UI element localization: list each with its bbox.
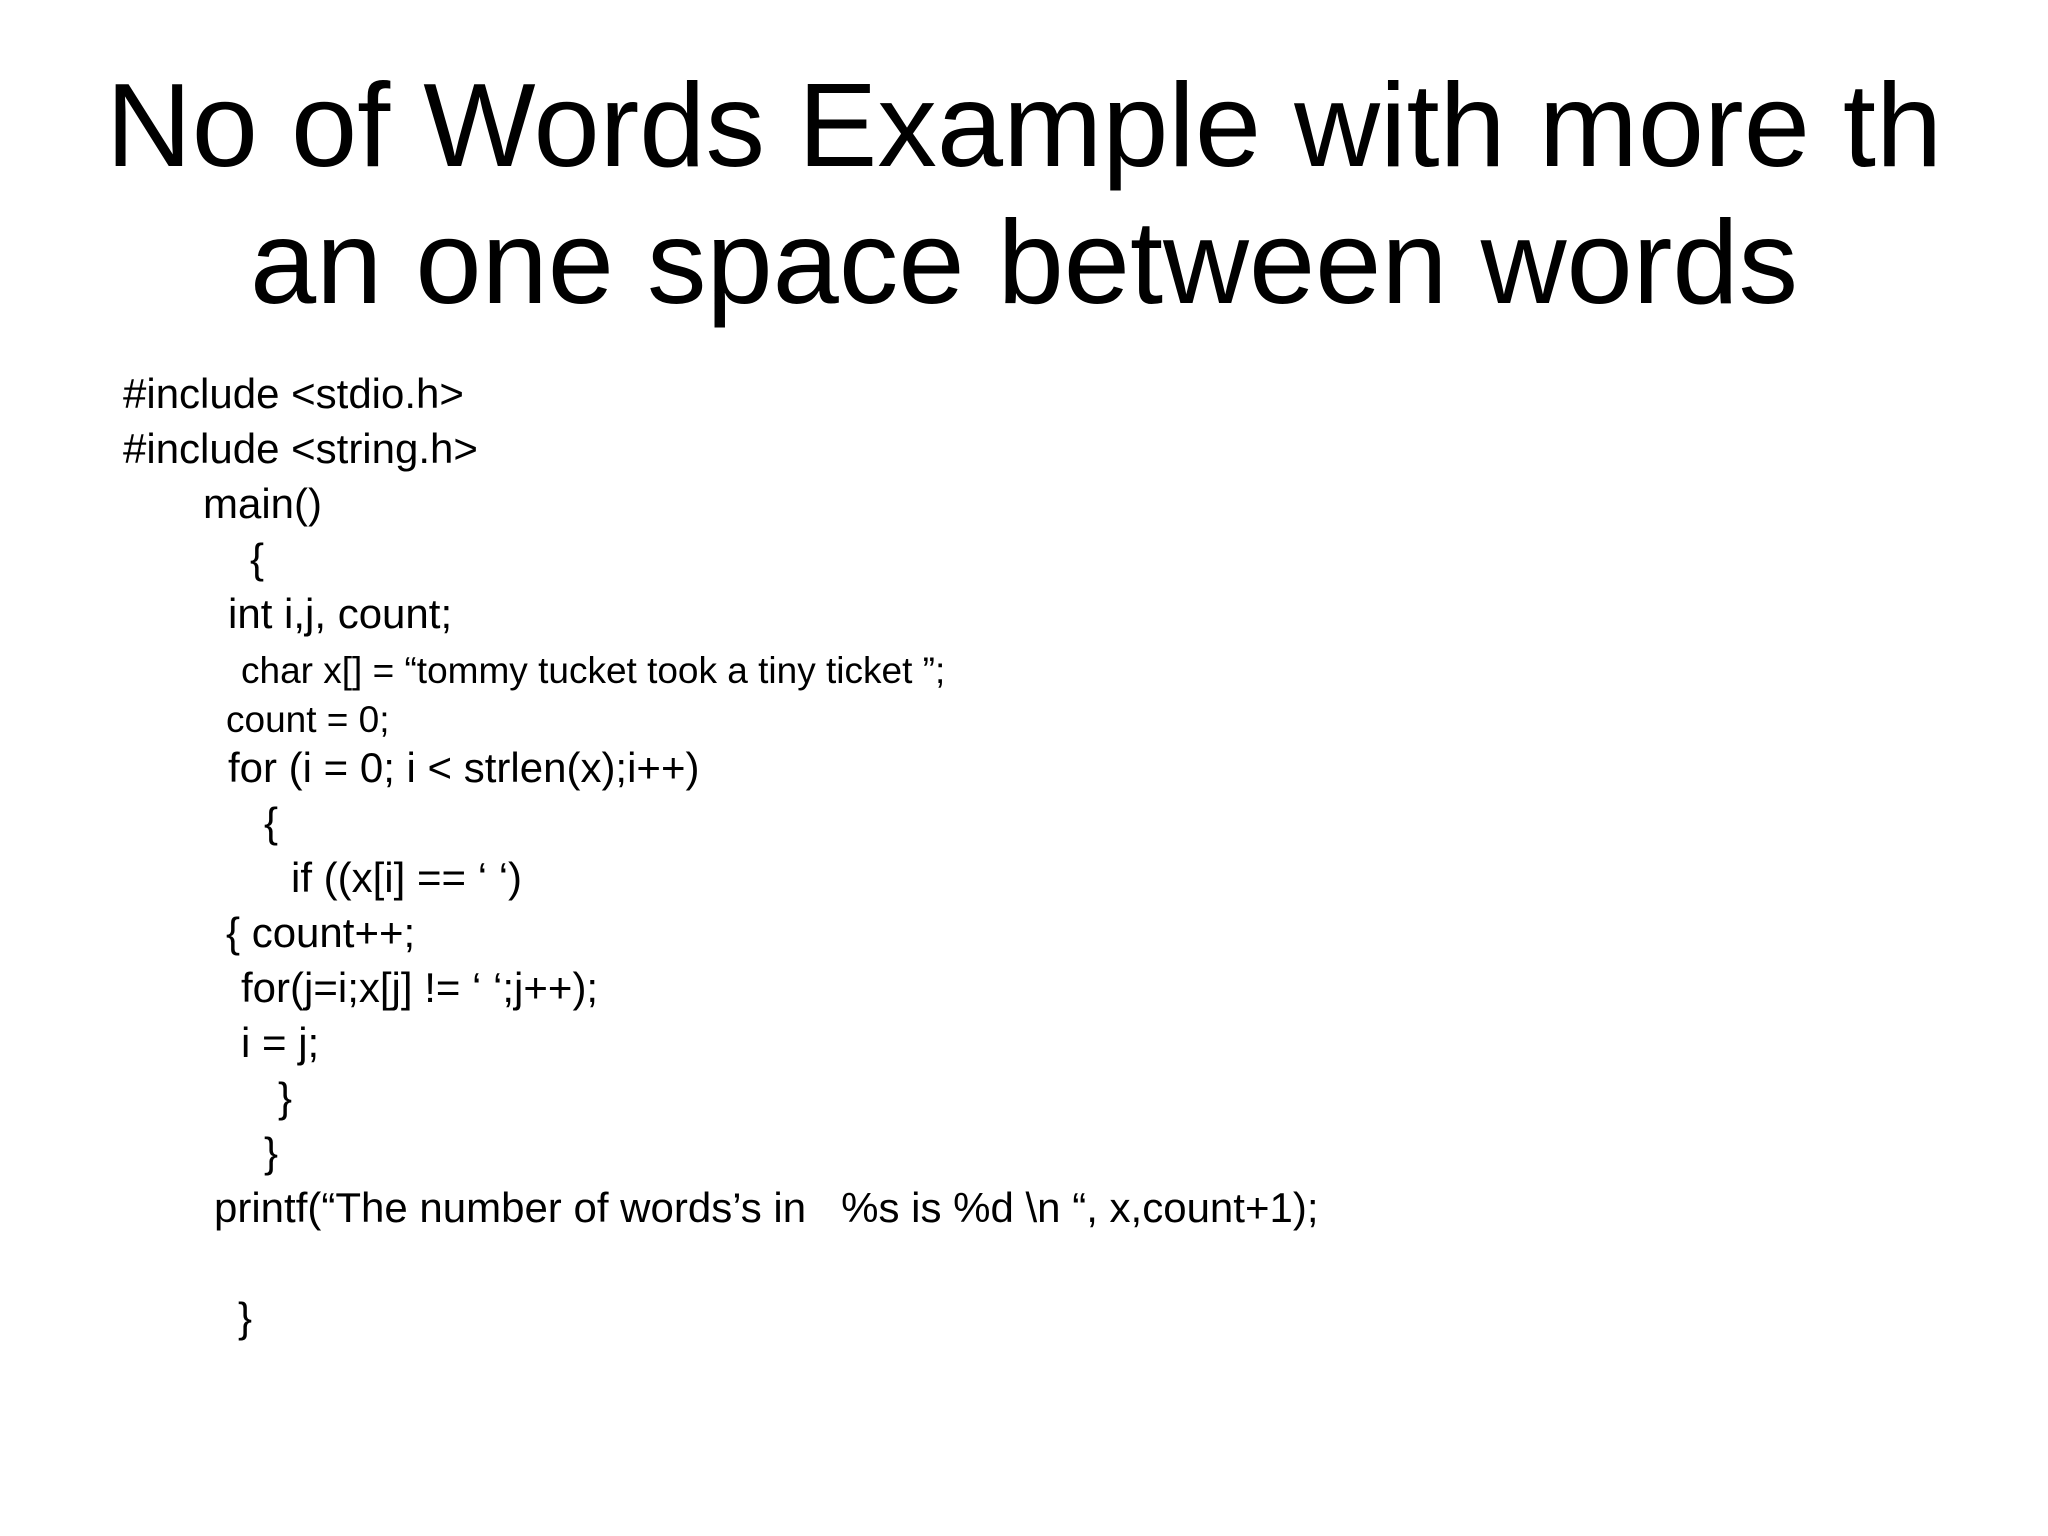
code-line-printf: printf(“The number of words’s in %s is %d \n “, x,count+1); [214, 1184, 1319, 1231]
code-line-inner-for: for(j=i;x[j] != ‘ ‘;j++); [241, 964, 599, 1011]
code-line-count-init: count = 0; [226, 699, 390, 740]
code-line-if-space: if ((x[i] == ‘ ‘) [291, 854, 523, 901]
code-line-close-brace-if: } [278, 1074, 293, 1121]
code-line-include-stdio: #include <stdio.h> [123, 370, 464, 417]
code-line-open-brace-for: { [264, 799, 279, 846]
code-line-count-increment: { count++; [226, 909, 416, 956]
code-line-assign-i: i = j; [241, 1019, 320, 1066]
slide-title-line-1: No of Words Example with more th [105, 59, 1943, 192]
code-line-char-array: char x[] = “tommy tucket took a tiny ticket ”; [241, 650, 946, 691]
code-line-declare-vars: int i,j, count; [228, 590, 453, 637]
code-line-include-string: #include <string.h> [123, 425, 478, 472]
code-line-open-brace-main: { [250, 535, 265, 582]
code-line-close-brace-main: } [238, 1294, 253, 1341]
slide-title-line-2: an one space between words [249, 196, 1799, 329]
code-line-main: main() [203, 480, 323, 527]
code-line-for-loop: for (i = 0; i < strlen(x);i++) [228, 744, 700, 791]
code-line-close-brace-for: } [264, 1129, 279, 1176]
